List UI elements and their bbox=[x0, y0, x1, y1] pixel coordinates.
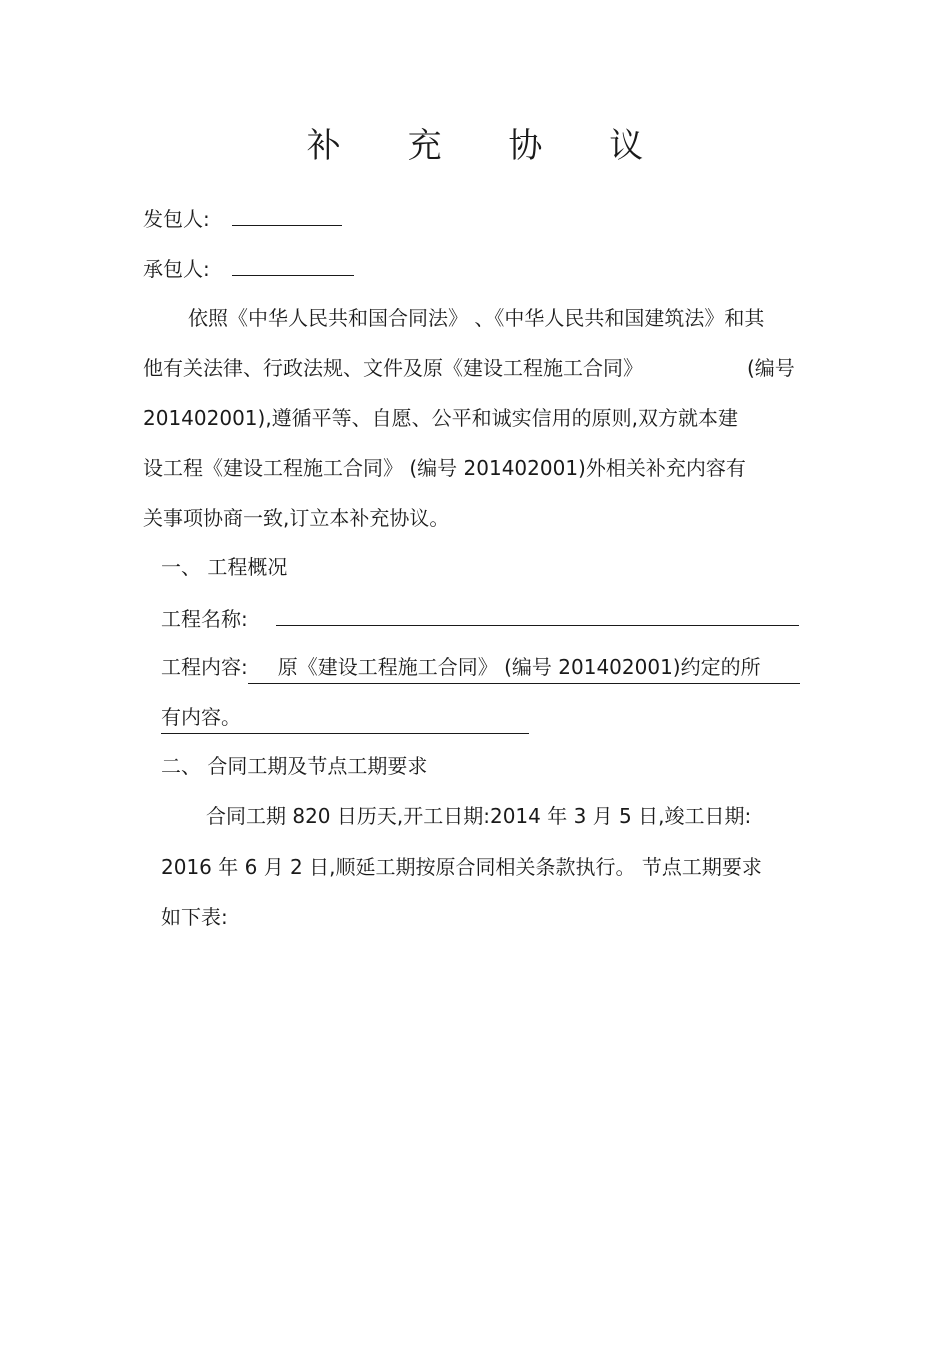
intro-line-3: 201402001),遵循平等、自愿、公平和诚实信用的原则,双方就本建 bbox=[143, 406, 739, 430]
schedule-line-3: 如下表: bbox=[161, 905, 228, 929]
project-content-value-2: 有内容。 bbox=[161, 703, 529, 734]
document-title: 补 充 协 议 bbox=[306, 126, 672, 166]
contractor-label: 承包人: bbox=[143, 257, 210, 281]
intro-line-4: 设工程《建设工程施工合同》 (编号 201402001)外相关补充内容有 bbox=[143, 456, 746, 480]
contractor-blank bbox=[232, 253, 354, 276]
intro-line-5: 关事项协商一致,订立本补充协议。 bbox=[143, 506, 450, 530]
employer-row bbox=[143, 203, 342, 233]
project-name-row bbox=[161, 603, 799, 633]
project-name-label: 工程名称: bbox=[161, 607, 248, 631]
intro-line-2: 他有关法律、行政法规、文件及原《建设工程施工合同》 bbox=[143, 356, 643, 380]
employer-blank bbox=[232, 203, 342, 226]
intro-line-1: 依照《中华人民共和国合同法》 、《中华人民共和国建筑法》和其 bbox=[188, 306, 765, 330]
project-content-row-2 bbox=[161, 703, 529, 734]
contractor-row bbox=[143, 253, 354, 283]
project-name-blank bbox=[276, 603, 799, 626]
intro-line-2-tail: (编号 bbox=[747, 356, 795, 380]
schedule-line-2: 2016 年 6 月 2 日,顺延工期按原合同相关条款执行。 节点工期要求 bbox=[161, 855, 762, 879]
section-2-heading: 二、 合同工期及节点工期要求 bbox=[161, 754, 428, 778]
project-content-value: 原《建设工程施工合同》 (编号 201402001)约定的所 bbox=[248, 653, 800, 684]
schedule-line-1: 合同工期 820 日历天,开工日期:2014 年 3 月 5 日,竣工日期: bbox=[206, 804, 752, 828]
project-content-label: 工程内容: bbox=[161, 655, 248, 679]
section-1-heading: 一、 工程概况 bbox=[161, 555, 288, 579]
employer-label: 发包人: bbox=[143, 207, 210, 231]
project-content-row bbox=[161, 653, 800, 684]
